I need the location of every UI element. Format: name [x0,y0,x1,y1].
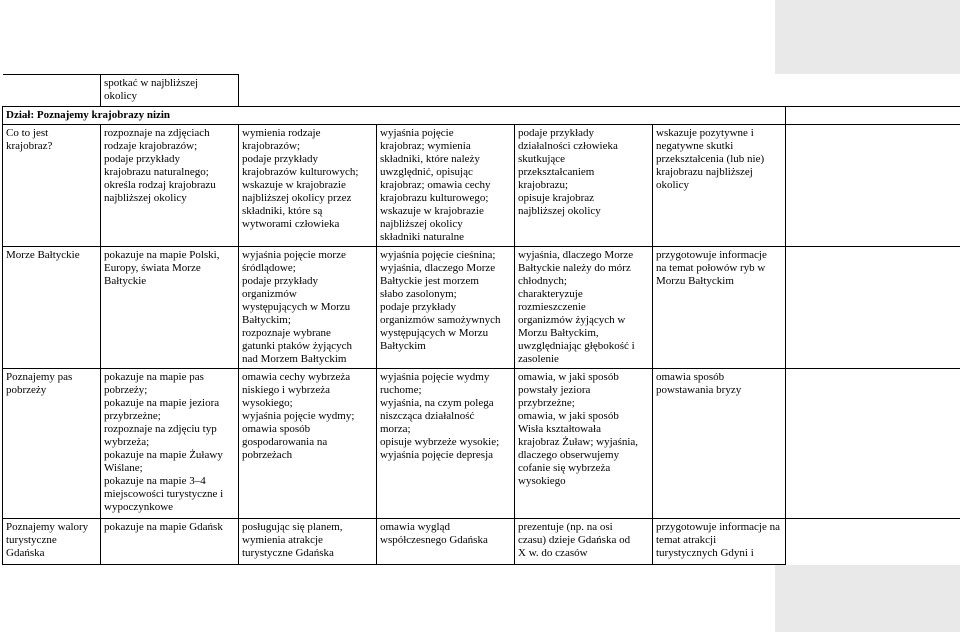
topic-cell: Poznajemy walory turystyczne Gdańska [3,519,101,565]
level-3-cell: wyjaśnia pojęcie krajobraz; wymienia składniki, które należy uwzględnić, opisując krajobraz; omawia cechy krajobrazu kulturowego; wskazuje w krajobrazie najbliższej okolicy składniki naturalne [377,125,515,247]
level-4-cell: omawia, w jaki sposób powstały jeziora przybrzeżne; omawia, w jaki sposób Wisła kształtowała krajobraz Żuław; wyjaśnia, dlaczego obserwujemy cofanie się wybrzeża wysokiego [515,369,653,519]
level-2-cell: wyjaśnia pojęcie morze śródlądowe; podaje przykłady organizmów występujących w Morzu Bałtyckim; rozpoznaje wybrane gatunki ptaków żyjących nad Morzem Bałtyckim [239,247,377,369]
level-2-cell: posługując się planem, wymienia atrakcje turystyczne Gdańska [239,519,377,565]
level-2-cell: omawia cechy wybrzeża niskiego i wybrzeża wysokiego; wyjaśnia pojęcie wydmy; omawia sposób gospodarowania na pobrzeżach [239,369,377,519]
table-row [3,369,960,519]
fragment-cell: spotkać w najbliższej okolicy [101,75,239,107]
level-5-cell: przygotowuje informacje na temat połowów ryb w Morzu Bałtyckim [653,247,786,369]
level-1-cell: pokazuje na mapie Gdańsk [101,519,239,565]
requirements-table [2,74,960,565]
topic-cell: Morze Bałtyckie [3,247,101,369]
section-title: Dział: Poznajemy krajobrazy nizin [3,107,786,125]
level-1-cell: rozpoznaje na zdjęciach rodzaje krajobrazów; podaje przykłady krajobrazu naturalnego; określa rodzaj krajobrazu najbliższej okolicy [101,125,239,247]
level-4-cell: wyjaśnia, dlaczego Morze Bałtyckie należy do mórz chłodnych; charakteryzuje rozmieszczenie organizmów żyjących w Morzu Bałtyckim, uwzględniając głębokość i zasolenie [515,247,653,369]
level-5-cell: przygotowuje informacje na temat atrakcji turystycznych Gdyni i [653,519,786,565]
topic-cell: Co to jest krajobraz? [3,125,101,247]
section-header-row [3,107,960,125]
level-3-cell: wyjaśnia pojęcie cieśnina; wyjaśnia, dlaczego Morze Bałtyckie jest morzem słabo zasolonym; podaje przykłady organizmów samożywnych występujących w Morzu Bałtyckim [377,247,515,369]
level-3-cell: wyjaśnia pojęcie wydmy ruchome; wyjaśnia, na czym polega niszcząca działalność morza; opisuje wybrzeże wysokie; wyjaśnia pojęcie depresja [377,369,515,519]
level-1-cell: pokazuje na mapie Polski, Europy, świata Morze Bałtyckie [101,247,239,369]
level-5-cell: wskazuje pozytywne i negatywne skutki przekształcenia (lub nie) krajobrazu najbliższej okolicy [653,125,786,247]
table-row [3,247,960,369]
level-1-cell: pokazuje na mapie pas pobrzeży; pokazuje na mapie jeziora przybrzeżne; rozpoznaje na zdjęciu typ wybrzeża; pokazuje na mapie Żuławy Wiślane; pokazuje na mapie 3–4 miejscowości turystyczne i wypoczynkowe [101,369,239,519]
level-4-cell: podaje przykłady działalności człowieka skutkujące przekształcaniem krajobrazu; opisuje krajobraz najbliższej okolicy [515,125,653,247]
level-5-cell: omawia sposób powstawania bryzy [653,369,786,519]
table-row [3,519,960,565]
level-3-cell: omawia wygląd współczesnego Gdańska [377,519,515,565]
topic-cell: Poznajemy pas pobrzeży [3,369,101,519]
level-4-cell: prezentuje (np. na osi czasu) dzieje Gdańska od X w. do czasów [515,519,653,565]
table-row-fragment [3,75,960,107]
table-row [3,125,960,247]
level-2-cell: wymienia rodzaje krajobrazów; podaje przykłady krajobrazów kulturowych; wskazuje w krajobrazie najbliższej okolicy przez składniki, które są wytworami człowieka [239,125,377,247]
